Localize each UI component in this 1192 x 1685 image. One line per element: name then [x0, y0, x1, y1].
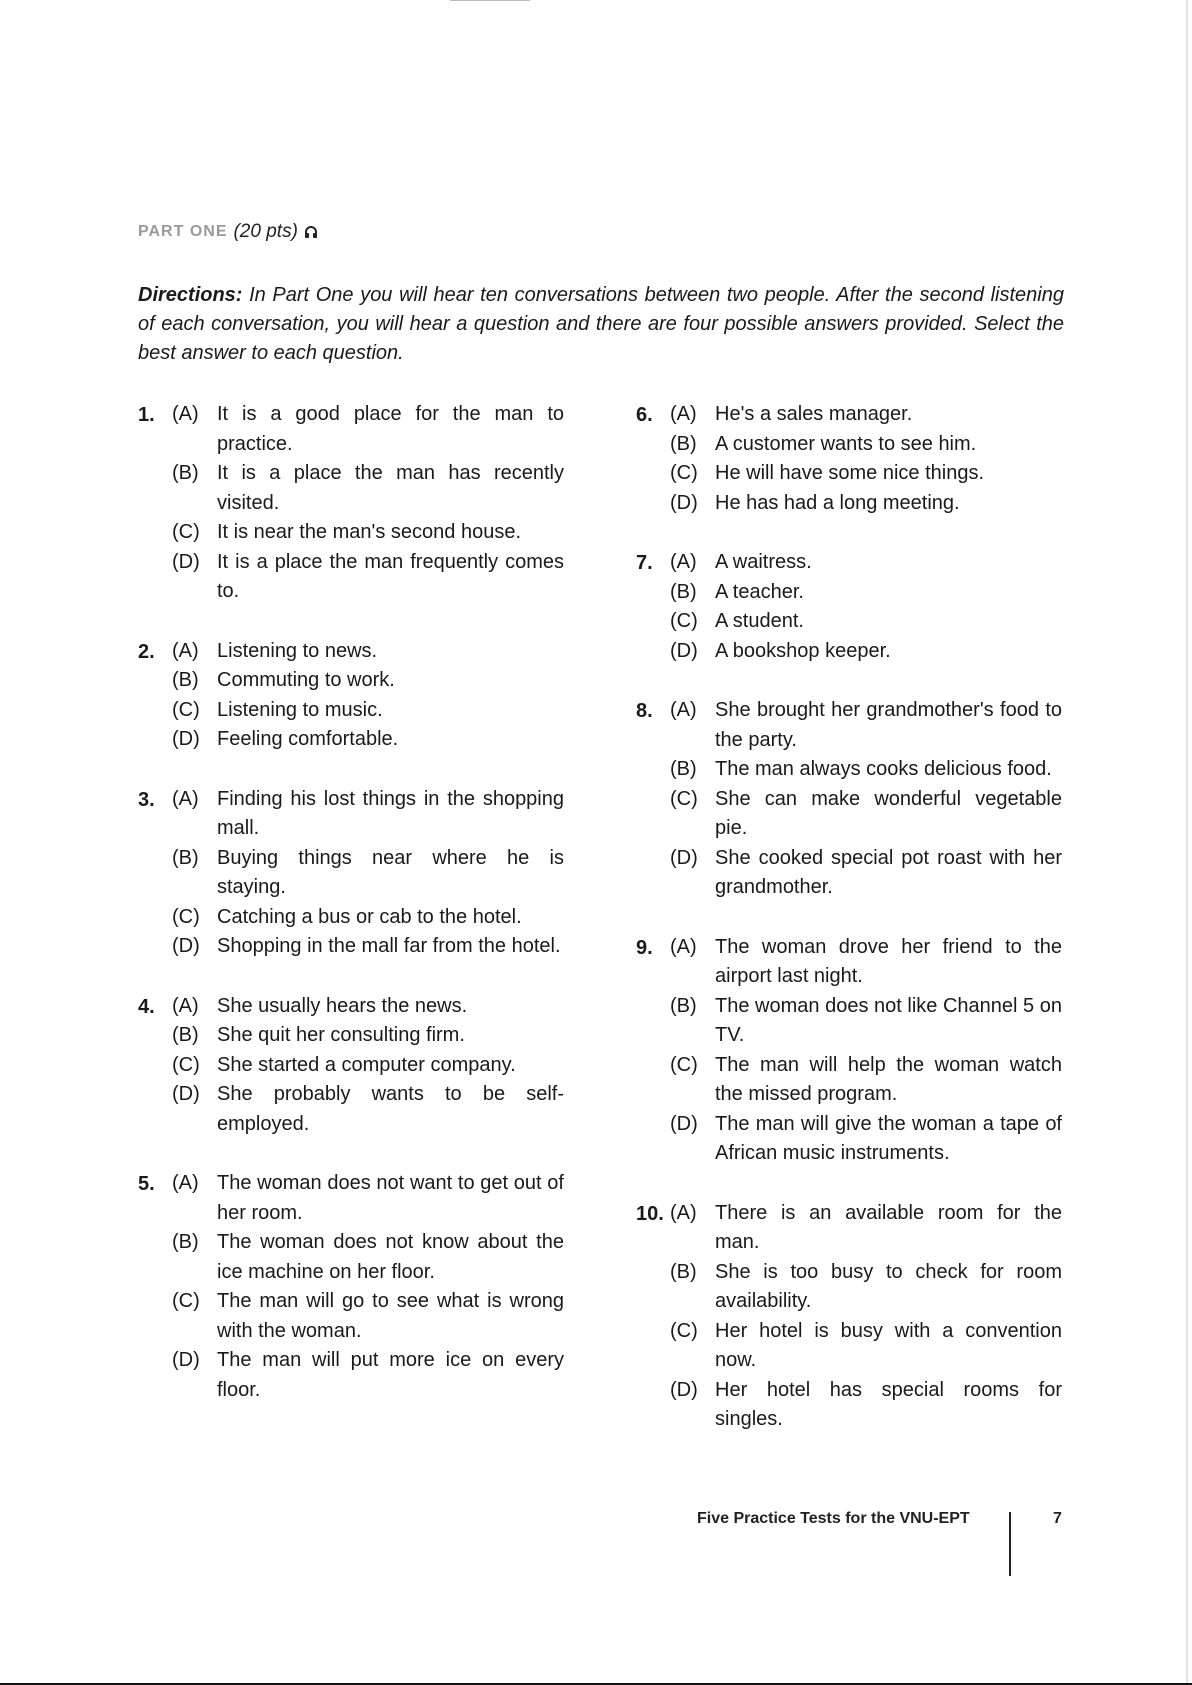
answer-option	[138, 844, 564, 903]
scan-edge-top	[450, 0, 530, 1]
option-letter: (B)	[670, 758, 697, 780]
answer-option	[138, 725, 564, 755]
option-letter: (D)	[172, 1349, 200, 1371]
question-number: 8.	[636, 700, 653, 722]
answer-option	[636, 992, 1062, 1051]
answer-option	[636, 755, 1062, 785]
option-letter: (A)	[670, 699, 697, 721]
option-letter: (D)	[172, 550, 200, 573]
question-item	[636, 400, 1062, 518]
option-text: She cooked special pot roast with her grandmother.	[715, 846, 1062, 898]
headphone-icon	[304, 225, 318, 239]
option-text: She is too busy to check for room availability.	[715, 1260, 1062, 1312]
directions	[138, 281, 1064, 368]
answer-option	[138, 992, 564, 1022]
answer-option	[636, 1051, 1062, 1110]
part-heading	[138, 221, 318, 243]
option-text: The man always cooks delicious food.	[715, 758, 1052, 780]
option-letter: (B)	[670, 1260, 697, 1283]
question-number: 4.	[138, 995, 155, 1018]
answer-option	[138, 1346, 564, 1405]
answer-option	[138, 518, 564, 548]
answer-option	[138, 1051, 564, 1081]
option-letter: (B)	[172, 669, 199, 691]
option-text: Shopping in the mall far from the hotel.	[217, 935, 561, 957]
option-letter: (D)	[172, 1083, 200, 1105]
option-letter: (B)	[670, 432, 697, 455]
question-item	[636, 548, 1062, 666]
footer-title: Five Practice Tests for the VNU-EPT	[697, 1510, 970, 1527]
question-item	[138, 400, 564, 607]
option-letter: (A)	[670, 403, 697, 425]
option-text: Her hotel is busy with a convention now.	[715, 1319, 1062, 1371]
answer-option	[138, 637, 564, 667]
option-letter: (B)	[670, 580, 697, 603]
answer-option	[138, 666, 564, 696]
option-letter: (A)	[172, 1172, 199, 1194]
option-letter: (A)	[670, 551, 697, 573]
option-text: He will have some nice things.	[715, 462, 985, 484]
option-letter: (D)	[172, 728, 200, 750]
answer-option	[636, 400, 1062, 430]
questions-right-column	[636, 400, 1062, 1465]
option-text: He has had a long meeting.	[715, 491, 960, 514]
question-item	[636, 933, 1062, 1169]
scan-edge-right	[1186, 0, 1188, 1685]
answer-option	[636, 844, 1062, 903]
answer-option	[636, 548, 1062, 578]
answer-option	[138, 785, 564, 844]
answer-option	[138, 548, 564, 607]
answer-option	[636, 1258, 1062, 1317]
option-letter: (B)	[670, 994, 697, 1017]
option-text: She quit her consulting firm.	[217, 1024, 465, 1046]
question-number: 9.	[636, 936, 653, 959]
option-letter: (C)	[172, 1290, 200, 1312]
option-letter: (D)	[670, 639, 698, 662]
option-letter: (A)	[172, 994, 199, 1017]
option-text: The man will give the woman a tape of African music instruments.	[715, 1112, 1062, 1164]
answer-option	[138, 1287, 564, 1346]
option-letter: (C)	[670, 462, 698, 484]
option-letter: (A)	[670, 935, 697, 958]
answer-option	[636, 933, 1062, 992]
answer-option	[138, 1169, 564, 1228]
option-text: It is near the man's second house.	[217, 521, 521, 543]
question-number: 5.	[138, 1173, 155, 1195]
option-text: Listening to news.	[217, 639, 378, 662]
answer-option	[138, 932, 564, 962]
answer-option	[636, 459, 1062, 489]
option-text: The woman does not want to get out of her room.	[217, 1172, 564, 1224]
option-text: Catching a bus or cab to the hotel.	[217, 905, 522, 928]
option-text: A customer wants to see him.	[715, 432, 977, 455]
option-text: The woman drove her friend to the airport last night.	[715, 935, 1062, 987]
question-number: 3.	[138, 788, 155, 811]
answer-option	[636, 1199, 1062, 1258]
option-text: A waitress.	[715, 551, 812, 573]
option-text: A bookshop keeper.	[715, 639, 891, 662]
option-letter: (A)	[670, 1201, 697, 1224]
option-text: Finding his lost things in the shopping mall.	[217, 787, 564, 839]
answer-option	[636, 607, 1062, 637]
question-item	[138, 1169, 564, 1405]
answer-option	[138, 1021, 564, 1051]
answer-option	[138, 400, 564, 459]
option-letter: (B)	[172, 1024, 199, 1046]
answer-option	[636, 430, 1062, 460]
option-text: The woman does not like Channel 5 on TV.	[715, 994, 1062, 1046]
answer-option	[138, 459, 564, 518]
question-number: 1.	[138, 404, 155, 426]
option-text: A teacher.	[715, 580, 804, 603]
question-number: 10.	[636, 1202, 664, 1225]
option-text: There is an available room for the man.	[715, 1201, 1062, 1253]
answer-option	[636, 1110, 1062, 1169]
option-letter: (C)	[670, 1053, 698, 1076]
answer-option	[138, 696, 564, 726]
option-text: Buying things near where he is staying.	[217, 846, 564, 898]
answer-option	[138, 903, 564, 933]
option-text: Feeling comfortable.	[217, 728, 399, 750]
option-text: The man will go to see what is wrong with the woman.	[217, 1290, 564, 1342]
part-points: (20 pts)	[233, 221, 298, 242]
option-text: She can make wonderful vegetable pie.	[715, 787, 1062, 839]
option-letter: (C)	[172, 905, 200, 928]
answer-option	[636, 637, 1062, 667]
option-letter: (A)	[172, 639, 199, 662]
page-number: 7	[1053, 1510, 1062, 1527]
option-letter: (B)	[172, 462, 199, 484]
option-text: She started a computer company.	[217, 1053, 516, 1076]
question-item	[636, 696, 1062, 903]
question-number: 2.	[138, 640, 155, 663]
option-letter: (C)	[172, 521, 200, 543]
option-letter: (D)	[670, 1112, 698, 1135]
option-text: She probably wants to be self-employed.	[217, 1083, 564, 1135]
answer-option	[138, 1228, 564, 1287]
option-letter: (C)	[172, 698, 200, 721]
option-letter: (A)	[172, 787, 199, 810]
option-letter: (D)	[172, 935, 200, 957]
question-number: 7.	[636, 552, 653, 574]
option-letter: (C)	[670, 787, 698, 810]
option-letter: (D)	[670, 491, 698, 514]
option-text: A student.	[715, 610, 804, 632]
answer-option	[636, 1376, 1062, 1435]
option-text: It is a place the man frequently comes to.	[217, 550, 564, 602]
option-letter: (B)	[172, 1231, 199, 1253]
option-text: She brought her grandmother's food to the party.	[715, 699, 1062, 751]
answer-option	[636, 696, 1062, 755]
question-item	[138, 992, 564, 1140]
option-letter: (C)	[670, 1319, 698, 1342]
option-letter: (B)	[172, 846, 199, 869]
option-text: The man will put more ice on every floor.	[217, 1349, 564, 1401]
answer-option	[636, 1317, 1062, 1376]
option-text: Her hotel has special rooms for singles.	[715, 1378, 1062, 1430]
footer-divider	[1009, 1512, 1011, 1576]
option-text: It is a good place for the man to practice.	[217, 403, 564, 455]
option-text: She usually hears the news.	[217, 994, 468, 1017]
answer-option	[636, 489, 1062, 519]
option-text: It is a place the man has recently visited.	[217, 462, 564, 514]
answer-option	[636, 785, 1062, 844]
option-letter: (D)	[670, 846, 698, 869]
option-text: He's a sales manager.	[715, 403, 913, 425]
option-text: The man will help the woman watch the missed program.	[715, 1053, 1062, 1105]
option-text: The woman does not know about the ice machine on her floor.	[217, 1231, 564, 1283]
directions-label: Directions:	[138, 284, 243, 306]
option-text: Commuting to work.	[217, 669, 395, 691]
answer-option	[636, 578, 1062, 608]
answer-option	[138, 1080, 564, 1139]
question-item	[636, 1199, 1062, 1435]
option-text: Listening to music.	[217, 698, 383, 721]
directions-text: In Part One you will hear ten conversations between two people. After the second listening of each conversation, you will hear a question and there are four possible answers provided. Select the best answer to each question.	[138, 284, 1064, 364]
option-letter: (A)	[172, 403, 199, 425]
question-item	[138, 637, 564, 755]
option-letter: (D)	[670, 1378, 698, 1401]
option-letter: (C)	[172, 1053, 200, 1076]
question-number: 6.	[636, 404, 653, 426]
part-title: PART ONE	[138, 223, 228, 240]
questions-left-column	[138, 400, 564, 1435]
option-letter: (C)	[670, 610, 698, 632]
question-item	[138, 785, 564, 962]
